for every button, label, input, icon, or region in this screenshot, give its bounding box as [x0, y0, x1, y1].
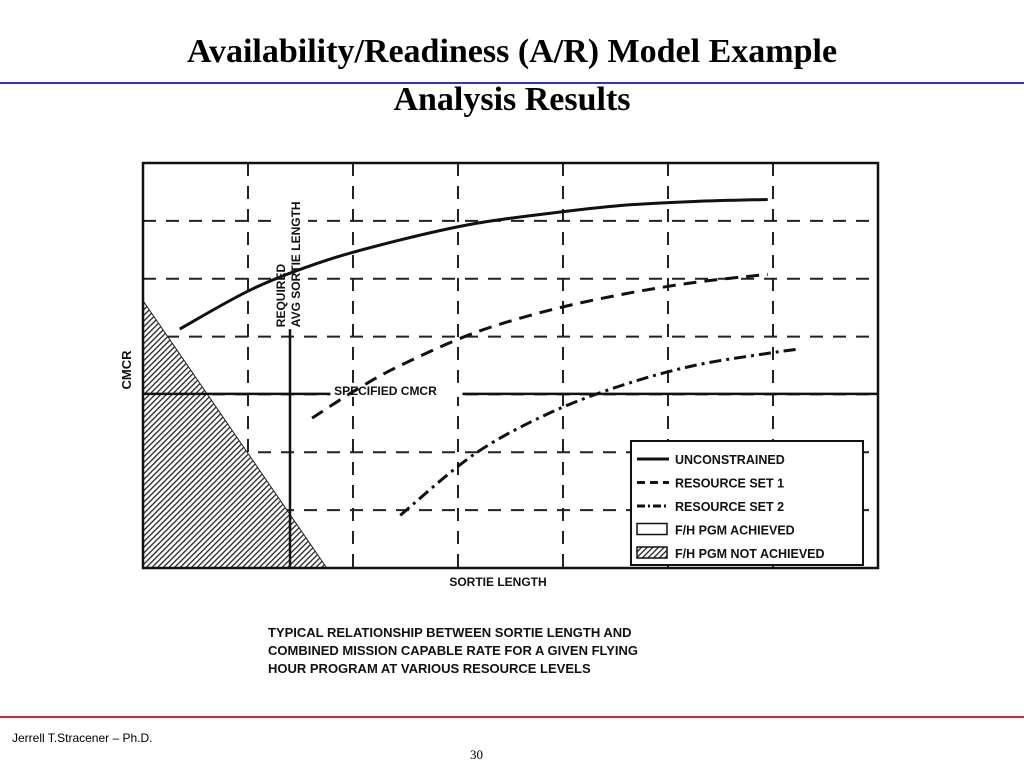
caption-line-3: HOUR PROGRAM AT VARIOUS RESOURCE LEVELS [268, 661, 591, 676]
legend-swatch [637, 547, 667, 558]
series-unconstrained [180, 199, 768, 329]
chart-region [143, 301, 327, 568]
footer-divider [0, 716, 1024, 718]
legend-label: F/H PGM ACHIEVED [675, 523, 795, 538]
specified-cmcr-label: SPECIFIED CMCR [334, 383, 437, 398]
caption-line-2: COMBINED MISSION CAPABLE RATE FOR A GIVEN FLYING [268, 643, 639, 658]
page-number: 30 [470, 747, 483, 762]
required-sortie-label-line: REQUIRED [274, 263, 288, 328]
legend-label: RESOURCE SET 2 [675, 500, 785, 514]
chart-legend [631, 441, 863, 565]
x-axis-label: SORTIE LENGTH [449, 575, 547, 589]
legend-label: RESOURCE SET 1 [675, 476, 785, 491]
legend-label: F/H PGM NOT ACHIEVED [675, 547, 825, 561]
not-achieved-region [143, 301, 327, 568]
slide-title-line-1: Availability/Readiness (A/R) Model Example [186, 33, 838, 70]
caption-line-1: TYPICAL RELATIONSHIP BETWEEN SORTIE LENGTH AND [268, 625, 632, 640]
required-sortie-label-line: AVG SORTIE LENGTH [289, 201, 303, 328]
author-name: Jerrell T.Stracener – Ph.D. [12, 731, 153, 745]
legend-swatch [637, 524, 667, 535]
chart-caption [268, 625, 638, 676]
slide-title-line-2: Analysis Results [393, 81, 631, 118]
legend-label: UNCONSTRAINED [675, 453, 785, 467]
y-axis-label: CMCR [119, 350, 134, 390]
